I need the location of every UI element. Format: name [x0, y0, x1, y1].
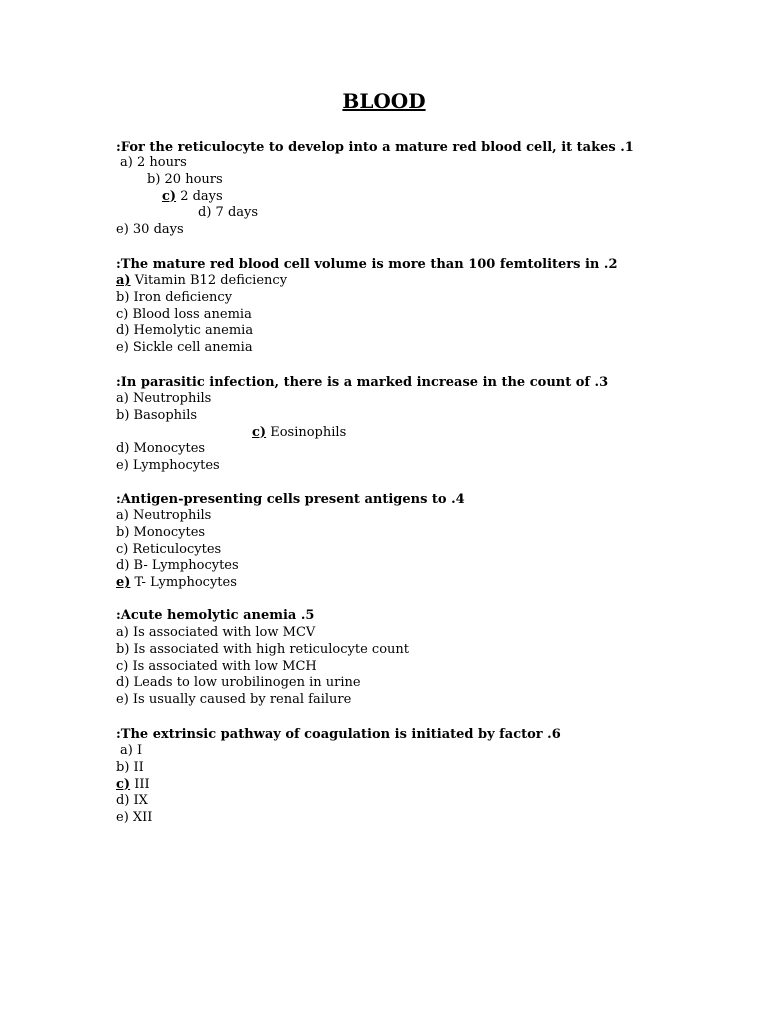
option-text: T- Lymphocytes [130, 575, 237, 591]
answer-option [116, 307, 252, 322]
answer-option [162, 189, 223, 204]
option-text: XII [128, 810, 153, 826]
option-letter: a) [120, 743, 133, 758]
answer-option [116, 323, 253, 338]
option-text: Basophils [129, 407, 198, 423]
option-text: Sickle cell anemia [128, 340, 253, 356]
option-text: Vitamin B12 deficiency [130, 273, 288, 288]
option-letter: e) [116, 340, 129, 356]
option-letter: e) [116, 458, 129, 474]
answer-option [116, 642, 409, 657]
option-letter: d) [116, 558, 130, 574]
option-text: 20 hours [160, 171, 223, 187]
option-letter: b) [116, 407, 130, 423]
answer-option [116, 659, 317, 674]
option-text: Neutrophils [128, 508, 212, 523]
option-letter: d) [116, 323, 130, 339]
option-text: IX [129, 793, 148, 809]
option-text: 30 days [128, 222, 184, 238]
question-text: :Antigen-presenting cells present antigens to .4 [116, 492, 465, 507]
option-text: Leads to low urobilinogen in urine [129, 675, 361, 691]
option-letter: b) [116, 641, 130, 657]
option-text: Blood loss anemia [128, 306, 252, 322]
option-text: Monocytes [129, 524, 206, 540]
option-text: Reticulocytes [128, 541, 222, 557]
option-text: Iron deficiency [129, 289, 233, 305]
answer-option [147, 172, 223, 187]
option-letter: d) [116, 793, 130, 809]
answer-option [116, 508, 211, 523]
option-text: Hemolytic anemia [129, 323, 254, 339]
answer-option [120, 743, 142, 758]
question-text: :Acute hemolytic anemia .5 [116, 608, 315, 623]
option-text: Lymphocytes [128, 458, 220, 474]
option-text: Is associated with low MCH [128, 658, 317, 674]
option-text: Eosinophils [266, 424, 347, 440]
option-letter: a) [116, 508, 129, 523]
answer-option [116, 525, 205, 540]
correct-answer-letter: c) [252, 424, 267, 440]
correct-answer-letter: e) [116, 575, 131, 591]
answer-option [198, 205, 258, 220]
option-letter: e) [116, 692, 129, 708]
option-text: 2 days [176, 188, 223, 204]
option-letter: d) [116, 675, 130, 691]
answer-option [116, 458, 220, 473]
answer-option [116, 760, 144, 775]
answer-option [252, 425, 346, 440]
option-text: I [132, 743, 143, 758]
option-text: Is usually caused by renal failure [128, 692, 352, 708]
option-text: B- Lymphocytes [129, 558, 239, 574]
answer-option [116, 793, 148, 808]
answer-option [116, 625, 315, 640]
option-letter: b) [116, 289, 130, 305]
option-text: Is associated with high reticulocyte count [129, 641, 410, 657]
question-text: :For the reticulocyte to develop into a mature red blood cell, it takes .1 [116, 140, 634, 155]
option-letter: a) [120, 155, 133, 170]
option-letter: d) [116, 441, 130, 457]
answer-option [116, 408, 197, 423]
option-letter: c) [116, 658, 129, 674]
option-letter: a) [116, 625, 129, 640]
option-letter: c) [116, 306, 129, 322]
option-letter: d) [198, 205, 212, 221]
correct-answer-letter: c) [162, 188, 177, 204]
option-letter: e) [116, 810, 129, 826]
answer-option [116, 391, 211, 406]
answer-option [116, 692, 351, 707]
answer-option [116, 290, 232, 305]
document-title: BLOOD [342, 89, 426, 113]
answer-option [116, 675, 361, 690]
answer-option [116, 575, 237, 590]
option-text: 7 days [211, 205, 259, 221]
answer-option [116, 777, 150, 792]
answer-option [116, 441, 205, 456]
answer-option [116, 222, 184, 237]
answer-option [116, 273, 287, 288]
answer-option [116, 810, 152, 825]
option-text: III [130, 776, 150, 792]
answer-option [116, 340, 253, 355]
question-text: :The mature red blood cell volume is more than 100 femtoliters in .2 [116, 257, 618, 272]
option-text: 2 hours [132, 155, 187, 170]
option-text: Neutrophils [128, 391, 212, 406]
answer-option [116, 542, 221, 557]
option-text: II [129, 759, 144, 775]
question-text: :In parasitic infection, there is a marked increase in the count of .3 [116, 375, 609, 390]
option-letter: b) [116, 759, 130, 775]
option-letter: b) [116, 524, 130, 540]
correct-answer-letter: a) [116, 273, 131, 288]
option-letter: b) [147, 171, 161, 187]
option-letter: c) [116, 541, 129, 557]
option-letter: a) [116, 391, 129, 406]
option-text: Monocytes [129, 441, 206, 457]
option-text: Is associated with low MCV [128, 625, 316, 640]
option-letter: e) [116, 222, 129, 238]
question-text: :The extrinsic pathway of coagulation is initiated by factor .6 [116, 727, 561, 742]
answer-option [116, 558, 239, 573]
answer-option [120, 155, 187, 170]
correct-answer-letter: c) [116, 776, 131, 792]
